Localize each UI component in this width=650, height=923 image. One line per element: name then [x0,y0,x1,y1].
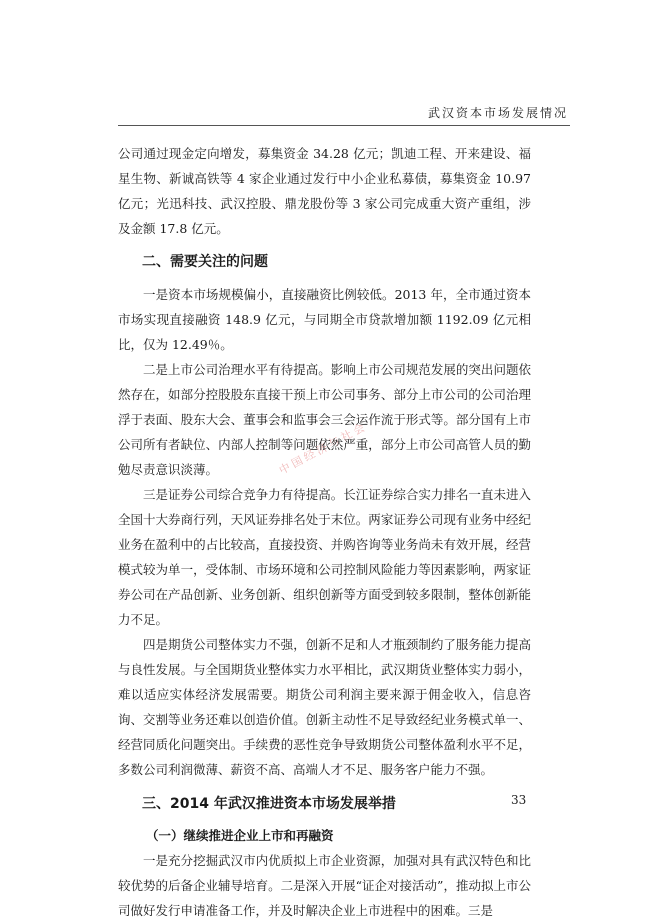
section-heading-measures: 三、2014 年武汉推进资本市场发展举措 [142,796,396,812]
paragraph-continued: 公司通过现金定向增发，募集资金 34.28 亿元；凯迪工程、开来建设、福星生物、新诚高铁等 4 家企业通过发行中小企业私募债，募集资金 10.97 亿元；光迅科技、武汉控股、鼎龙股份等 3 家公司完成重大资产重组，涉及金额 17.8 亿元。 [118,146,531,236]
paragraph: 三是证券公司综合竞争力有待提高。长江证券综合实力排名一直未进入全国十大券商行列，天风证券排名处于末位。两家证券公司现有业务中经纪业务在盈利中的占比较高，直接投资、并购咨询等业务尚未有效开展，经营模式较为单一，受体制、市场环境和公司控制风险能力等因素影响，两家证券公司在产品创新、业务创新、组织创新等方面受到较多限制，整体创新能力不足。 [118,487,531,627]
paragraph: 二是上市公司治理水平有待提高。影响上市公司规范发展的突出问题依然存在，如部分控股股东直接干预上市公司事务、部分上市公司的公司治理浮于表面、股东大会、董事会和监事会三会运作流于形式等。部分国有上市公司所有者缺位、内部人控制等问题依然严重，部分上市公司高管人员的勤勉尽责意识淡薄。 [118,362,531,477]
paragraph: 一是充分挖掘武汉市内优质拟上市企业资源，加强对具有武汉特色和比较优势的后备企业辅导培育。二是深入开展“证企对接活动”，推动拟上市公司做好发行申请准备工作，并及时解决企业上市进程中的困难。三是 [118,853,531,918]
running-header [0,104,650,122]
page-number: 33 [511,793,527,807]
running-title: 武汉资本市场发展情况 [427,106,568,120]
sub-heading: （一）继续推进企业上市和再融资 [146,828,334,843]
page-body [118,141,531,923]
section-heading-issues: 二、需要关注的问题 [142,254,268,270]
paragraph: 四是期货公司整体实力不强，创新不足和人才瓶颈制约了服务能力提高与良性发展。与全国期货业整体实力水平相比，武汉期货业整体实力弱小，难以适应实体经济发展需要。期货公司利润主要来源于佣金收入，信息咨询、交割等业务还难以创造价值。创新主动性不足导致经纪业务模式单一、经营同质化问题突出。手续费的恶性竞争导致期货公司整体盈利水平不足，多数公司利润微薄、薪资不高、高端人才不足、服务客户能力不强。 [118,637,531,777]
paragraph: 一是资本市场规模偏小，直接融资比例较低。2013 年，全市通过资本市场实现直接融资 148.9 亿元，与同期全市贷款增加额 1192.09 亿元相比，仅为 12.49％。 [118,287,531,352]
header-rule [118,125,570,126]
watermark: 中国经济与社会 [276,419,370,478]
